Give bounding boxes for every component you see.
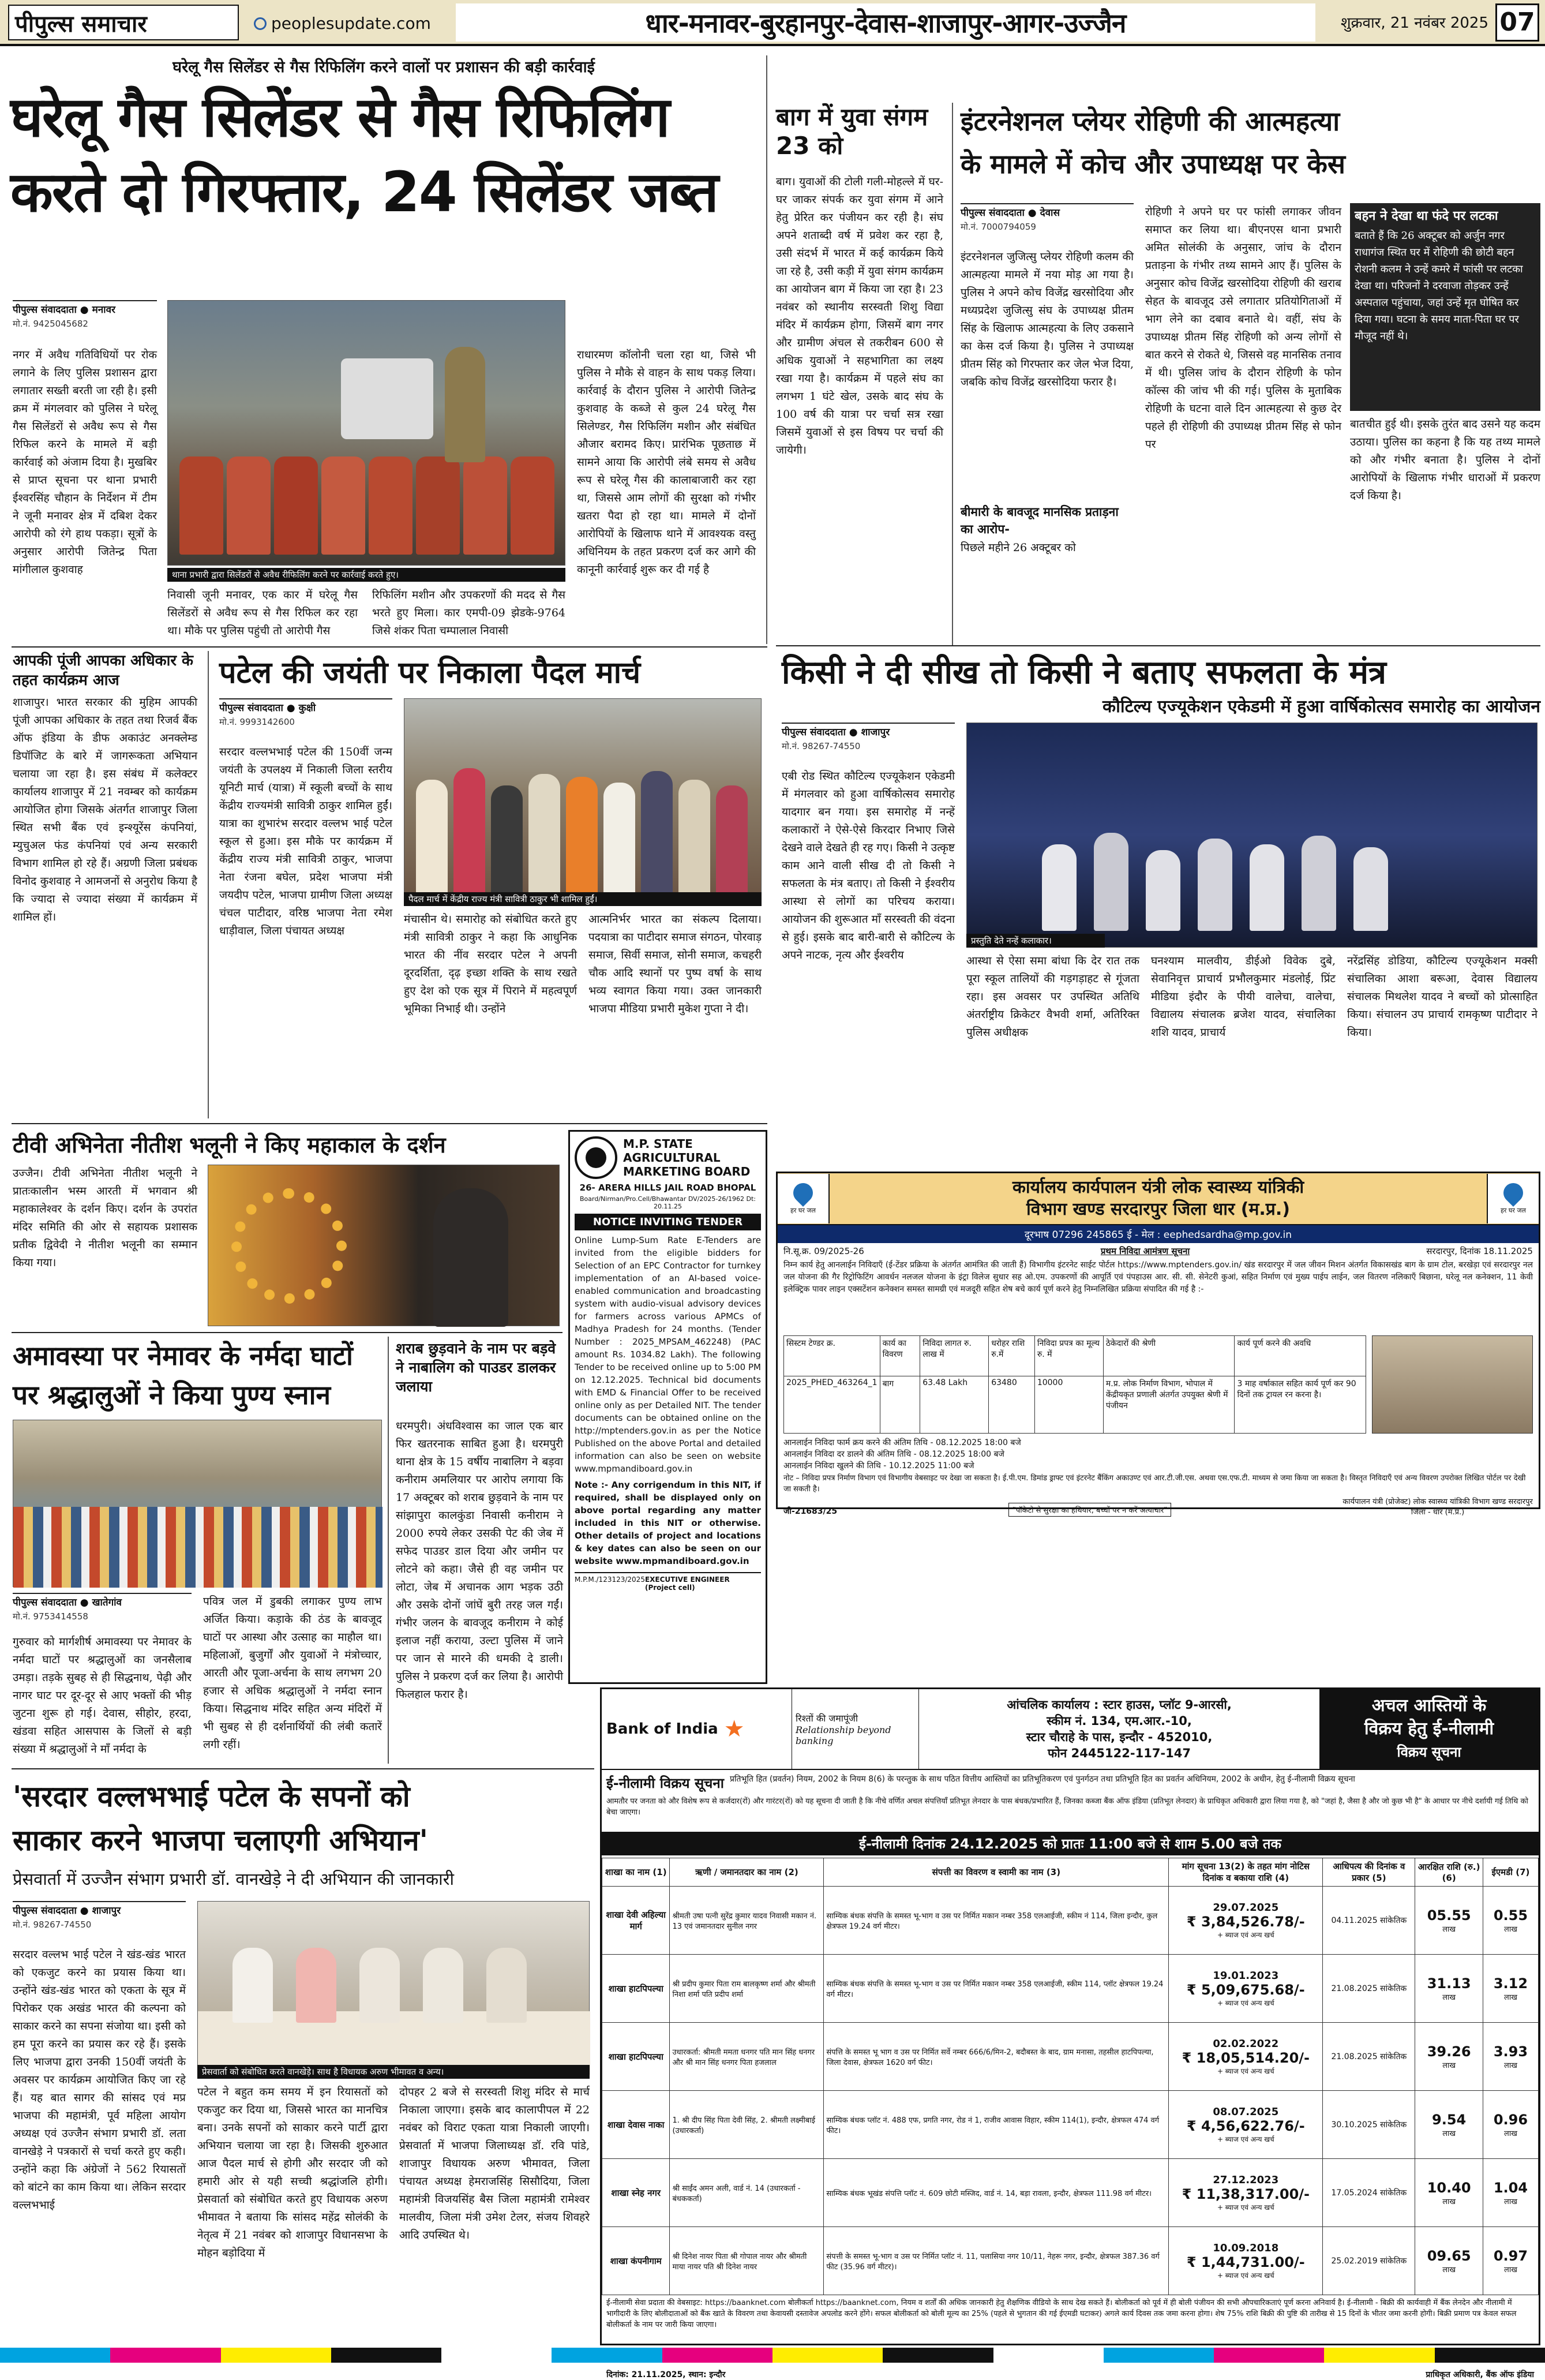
divider (208, 651, 209, 1118)
vehicle (341, 358, 433, 439)
table-cell (1169, 2091, 1323, 2159)
actor-figure (433, 1188, 508, 1327)
demand-date: 10.09.2018 (1213, 2241, 1279, 2254)
table-cell (1483, 2159, 1538, 2227)
table-cell: 04.11.2025 सांकेतिक (1323, 1887, 1415, 1955)
table-cell: संपत्ती के समस्त भू-भाग व उस पर निर्मित प्लॉट नं. 11, पलासिया नगर 10/11, नेहरू नगर, इन्दौर, क्षेत्रफल 387.36 वर्ग फीट (35.96 वर्ग मीटर)। (824, 2227, 1169, 2295)
kautilya-col-2: आस्था से ऐसा समा बांधा कि देर रात तक पूरा स्कूल तालियों की गड़गड़ाहट से गूंजता रहा। इस अवसर पर उपस्थित अतिथि अंतर्राष्ट्रीय क्रिकेटर वैभवी शर्मा, अतिरिक्त पुलिस अधीक्षक (966, 955, 1139, 1039)
patel-col-1: सरदार वल्लभभाई पटेल की 150वीं जन्म जयंती के उपलक्ष्य में निकाली जिला स्तरीय यूनिटी मार्च (यात्रा) में स्कूली बच्चों के साथ केंद्रीय राज्यमंत्री सावित्री ठाकुर शामिल हुईं। यात्रा का शुभारंभ सरदार वल्लभ भाई पटेल स्कूल से हुआ। इस मौके पर कार्यक्रम में केंद्रीय राज्य मंत्री सावित्री ठाकुर, भाजपा नेता रंजना बघेल, प्रदेश भाजपा मंत्री जयदीप पटेल, भाजपा ग्रामीण जिला अध्यक्ष चंचल पाटीदार, वरिष्ठ भाजपा नेता रमेश धाड़ीवाल, जिला पंचायत अध्यक्ष (219, 746, 392, 937)
table-cell: 21.08.2025 सांकेतिक (1323, 1955, 1415, 2023)
unit-label: लाख (1504, 2129, 1517, 2138)
emd-amount: 3.12 (1493, 1975, 1528, 1992)
yuva-headline: बाग में युवा संगम 23 को (776, 103, 928, 160)
interest-note: + ब्याज एवं अन्य खर्च (1217, 1999, 1274, 2007)
kautilya-subhead: कौटिल्य एज्यूकेशन एकेडमी में हुआ वार्षिकोत्सव समारोह का आयोजन (1102, 697, 1540, 717)
stage-performers (1042, 815, 1446, 931)
kautilya-col-4: नरेंद्रसिंह डोडिया, कौटिल्य एज्यूकेशन मक्सी संचालिका आशा बरूआ, देवास विद्यालय संचालक मिथलेश यादव ने बच्चों को प्रोत्साहित किया। संचालन उप प्राचार्य रामकृष्ण पाटीदार ने किया। (1347, 955, 1537, 1039)
interest-note: + ब्याज एवं अन्य खर्च (1217, 1930, 1274, 1939)
unit-label: लाख (1442, 2061, 1456, 2070)
table-cell (1169, 2023, 1323, 2091)
reserve-price: 09.65 (1427, 2247, 1471, 2264)
cylinder-row (179, 456, 554, 555)
rohini-headline-2: के मामले में कोच और उपाध्यक्ष पर केस (961, 148, 1345, 179)
region-list: धार-मनावर-बुरहानपुर-देवास-शाजापुर-आगर-उज्जैन (645, 8, 1126, 39)
lead-col-3: रिफिलिंग मशीन और उपकरणों की मदद से गैस भरते हुए मिला। कार एमपी-09 झेडके-9764 जिसे शंकर पिता चम्पालाल निवासी (372, 589, 565, 637)
lead-col-4: राधारमण कॉलोनी चला रहा था, जिसे भी पुलिस ने मौके से वाहन के साथ पकड़ लिया। कार्रवाई के दौरान पुलिस ने आरोपी जितेन्द्र कुशवाह के कब्जे से कुल 24 घरेलू गैस सिलेण्डर, गैस रिफिलिंग मशीन और संबंधित औजार बरामद किए। प्रारंभिक पूछताछ में सामने आया कि आरोपी लंबे समय से अवैध रूप से घरेलू गैस की कालाबाजारी कर रहा था, जिससे आम लोगों की सुरक्षा को गंभीर खतरा पैदा हो रहा था। मामले में दोनों आरोपियों के खिलाफ थाने में आवश्यक वस्तु अधिनियम के तहत प्रकरण दर्ज कर आगे की कानूनी कार्रवाई शुरू कर दी गई है (577, 349, 756, 576)
rohini-box-body: बताते हैं कि 26 अक्टूबर को अर्जुन नगर राधागंज स्थित घर में रोहिणी की छोटी बहन रोशनी कलम ने उन्हें कमरे में फांसी पर लटका देखा था। परिजनों ने दरवाजा तोड़कर उन्हें अस्पताल पहुंचाया, जहां उन्हें मृत घोषित कर दिया गया। घटना के समय माता-पिता घर पर मौजूद नहीं थे। (1355, 230, 1523, 342)
table-cell: शाखा स्नेह नगर (602, 2159, 670, 2227)
sardar-headline-1: 'सरदार वल्लभभाई पटेल के सपनों को (13, 1780, 410, 1813)
divider (766, 55, 767, 644)
table-cell: 30.10.2025 सांकेतिक (1323, 2091, 1415, 2159)
lead-kicker: घरेलू गैस सिलेंडर से गैस रिफिलिंग करने वालों पर प्रशासन की बड़ी कार्रवाई (172, 58, 595, 76)
divider (12, 1768, 594, 1769)
patel-photo (404, 698, 762, 903)
interest-note: + ब्याज एवं अन्य खर्च (1217, 2135, 1274, 2143)
rights-body: शाजापुर। भारत सरकार की मुहिम आपकी पूंजी आपका अधिकार के तहत तथा रिजर्व बैंक ऑफ इंडिया के डीफ अकाउंट अनक्लेम्ड डिपॉजिट के बारे में जागरूकता अभियान चलाया जा रहा है। इस संबंध में कलेक्टर कार्यालय शाजापुर में 21 नवम्बर को कार्यक्रम आयोजित होगा जिसके अंतर्गत शाजापुर जिला स्थित सभी बैंक एवं इन्श्यूरेंस कंपनियां, म्युचुअल फंड कंपनियां एवं अन्य सरकारी विभाग शामिल हो रहे हैं। अग्रणी जिला प्रबंधक विनोद कुशवाह ने आमजनों से अनुरोध किया है कि ज्यादा से ज्यादा संख्या में कार्यक्रम में शामिल हों। (13, 696, 197, 923)
police-officer (445, 347, 485, 462)
table-row (602, 1887, 1539, 1955)
table-cell (1483, 1955, 1538, 2023)
emd-amount: 3.93 (1493, 2043, 1528, 2060)
table-cell: श्री साईंद अमन अली, वार्ड नं. 14 (उधारकर्ता - बंधककर्ता) (670, 2159, 824, 2227)
demand-amount: ₹ 18,05,514.20/- (1182, 2049, 1310, 2066)
table-cell (1169, 1887, 1323, 1955)
table-cell: 21.08.2025 सांकेतिक (1323, 2023, 1415, 2091)
unit-label: लाख (1442, 2197, 1456, 2206)
liquor-body: धरमपुरी। अंधविश्वास का जाल एक बार फिर खतरनाक साबित हुआ है। धरमपुरी थाना क्षेत्र के 15 वर्षीय नाबालिग ने बड़वा कनीराम अमलियार पर आरोप लगाया कि 17 अक्टूबर को शराब छुड़वाने के नाम पर सांझापुरा कालकुंडा निवासी कनीराम ने 2000 रुपये लेकर उसकी पेट की जेब में सफेद पाउडर डाल दिया और जमीन पर लोटने को कहा। जैसे ही वह जमीन पर लोटा, जेब में अचानक आग भड़क उठी और उसके दोनों जांघें बुरी तरह जल गईं। गंभीर जलन के बावजूद कनीराम ने कोई इलाज नहीं कराया, उल्टा पुलिस में जाने पर जान से मारने की धमकी दे डाली। पुलिस ने प्रकरण दर्ज कर लिया है। आरोपी फिलहाल फरार है। (396, 1420, 563, 1701)
patel-col-2: मंचासीन थे। समारोह को संबोधित करते हुए मंत्री सावित्री ठाकुर ने कहा कि आधुनिक भारत की नींव सरदार पटेल ने अपनी दूरदर्शिता, दृढ़ इच्छा शक्ति के साथ रखते हुए देश को एक सूत्र में पिराने में महत्वपूर्ण भूमिका निभाई थी। उन्होंने (404, 913, 577, 1015)
boi-date-bar: ई-नीलामी दिनांक 24.12.2025 को प्रातः 11:00 बजे से शाम 5.00 बजे तक (602, 1832, 1539, 1855)
table-cell: श्रीमती उषा पत्नी सुरेंद्र कुमार यादव निवासी मकान नं. 13 एवं जमानतदार सुनील नगर (670, 1887, 824, 1955)
rohini-col-3: बातचीत हुई थी। इसके तुरंत बाद उसने यह कदम उठाया। पुलिस का कहना है कि यह तथ्य मामले को और गंभीर बनाता है। पुलिस ने दोनों आरोपियों के खिलाफ गंभीर धाराओं में प्रकरण दर्ज किया है। (1350, 418, 1540, 502)
speakers (232, 1942, 556, 2023)
divider (12, 646, 767, 648)
star-logo-icon: ★ (723, 1716, 745, 1742)
page-number: 07 (1495, 3, 1539, 42)
table-cell: साम्यिक बंधक संपत्ति के समस्त भू-भाग व उस पर निर्मित मकान नम्बर 358 एलआईजी, स्कीम 114, प्लॉट क्षेत्रफल 19.24 वर्ग मीटर। (824, 1955, 1169, 2023)
rohini-col-1b: पिछले महीने 26 अक्टूबर को (961, 541, 1076, 554)
boi-ad: Bank of India ★ रिश्तों की जमापूंजी Relationship beyond banking आंचलिक कार्यालय : स्टार हाउस, प्लॉट 9-आरसी, स्कीम नं. 134, एम.आर.-10, स्टार चौराहे के पास, इन्दौर - 452010, फोन 2445122-117-147 अचल आस्तियों के विक्रय हेतु ई-नीलामी विक्रय सूचना ई-नीलामी विक्रय सूचना प्रतिभूति हित (प्रवर्तन) नियम, 2002 के नियम 8(6) के परन्तुक के साथ पठित वित्तीय आस्तियों का प्रतिभूतिकरण एवं पुनर्गठन तथा प्रतिभूति हित का प्रवर्तन अधिनियम, 2002 के अधीन, हेतु ई-नीलामी विक्रय सूचना आमतौर पर जनता को और विशेष रूप से कर्जदार(रों) और गारंटर(रों) को यह सूचना दी जाती है कि नीचे वर्णित अचल संपत्तियाँ प्रतिभूत लेनदार के पास बंधक/प्रभारित हैं, जिनका कब्जा बैंक ऑफ इंडिया (प्रतिभूत लेनदार) के प्राधिकृत अधिकारी द्वारा लिया गया है, को "जहां है, जैसा है और जो कुछ भी है" के आधार पर नीचे दर्शायी गई तिथि को बेचा जाएगा। ई-नीलामी दिनांक 24.12.2025 को प्रातः 11:00 बजे से शाम 5.00 बजे तक शाखा का नाम (1) ऋणी / जमानतदार का नाम (2) संपत्ती का विवरण व स्वामी का नाम (3) मांग सूचना 13(2) के तहत मांग नोटिस दिनांक व बकाया राशि (4) आधिपत्य की दिनांक व प्रकार (5) आरक्षित राशि (रु.) (6) ईएमडी (7) शाखा देवी अहिल्या मार्ग श्रीमती उषा पत्नी सुरेंद्र कुमार यादव निवासी मकान नं. 13 एवं जमानतदार सुनील नगर साम्यिक बंधक संपत्ति के समस्त भू-भाग व उस पर निर्मित मकान नम्बर 358 एलआईजी, स्कीम नं 114, जिला इन्दौर, कुल क्षेत्रफल 19.24 वर्ग मीटर। 29.07.2025 ₹ 3,84,526.78/- + ब्याज एवं अन्य खर्च 04.11.2025 सांकेतिक 05.55 लाख 0.55 लाख शाखा हाटपिपल्या श्री प्रदीप कुमार पिता राम बालकृष्ण शर्मा और श्रीमती निशा शर्मा पति प्रदीप शर्मा साम्यिक बंधक संपत्ति के समस्त भू-भाग व उस पर निर्मित मकान नम्बर 358 एलआईजी, स्कीम 114, प्लॉट क्षेत्रफल 19.24 वर्ग मीटर। 19.01.2023 ₹ 5,09,675.68/- + ब्याज एवं अन्य खर्च 21.08.2025 सांकेतिक 31.13 लाख 3.12 लाख शाखा हाटपिपल्या उधारकर्ता: श्रीमती ममता धनगर पति मान सिंह धनगर और श्री मान सिंह धनगर पिता हजलाल संपत्ति के समस्त भू भाग व उस पर निर्मित सर्वे नम्बर 666/6/मिन-2, बदौबस्त के बाद, ग्राम मनासा, तहसील हाटपिपल्या, जिला देवास, क्षेत्रफल 1620 वर्ग फीट। 02.02.2022 ₹ 18,05,514.20/- + ब्याज एवं अन्य खर्च 21.08.2025 सांकेतिक 39.26 लाख 3.93 लाख शाखा देवास नाका 1. श्री दीप सिंह पिता देवी सिंह, 2. श्रीमती लक्ष्मीबाई (उधारकर्ता) साम्यिक बंधक प्लॉट नं. 488 एफ, प्रगति नगर, रोड नं 1, राजीव आवास विहार, स्कीम 114(1), इन्दौर, क्षेत्रफल 474 वर्ग फीट। 08.07.2025 ₹ 4,56,622.76/- + ब्याज एवं अन्य खर्च 30.10.2025 सांकेतिक 9.54 लाख 0.96 लाख शाखा स्नेह नगर श्री साईंद अमन अली, वार्ड नं. 14 (उधारकर्ता - बंधककर्ता) साम्यिक बंधक भूखंड संपत्ति प्लॉट नं. 609 छोटी मस्जिद, वार्ड नं. 14, बड़ा रावला, इन्दौर, क्षेत्रफल 111.98 वर्ग मीटर। 27.12.2023 ₹ 11,38,317.00/- + ब्याज एवं अन्य खर्च 17.05.2024 सांकेतिक 10.40 लाख 1.04 लाख शाखा कंपनीगाम श्री दिनेश नायर पिता श्री गोपाल नायर और श्रीमती माया नायर पति श्री दिनेश नायर संपत्ती के समस्त भू-भाग व उस पर निर्मित प्लॉट नं. 11, पलासिया नगर 10/11, नेहरू नगर, इन्दौर, क्षेत्रफल 387.36 वर्ग फीट (35.96 वर्ग मीटर)। 10.09.2018 ₹ 1,44,731.00/- + ब्याज एवं अन्य खर्च 25.02.2019 सांकेतिक 09.65 लाख 0.97 लाख ई-नीलामी सेवा प्रदाता की वेबसाइट: https://baanknet.com बोलीकर्ता https://baanknet.com, नियम व शर्तों की अधिक जानकारी हेतु शैक्षणिक वीडियो के साथ देख सकते हैं। बोलीकर्ता को पूर्व में ही बोली पंजीयन की सभी औपचारिकताएं पूर्ण करना अनिवार्य है। ई-नीलामी - बिक्री की कार्यवाही में बैंक लेनदेन और नीलामी में भागीदारी के लिए बोलीदाताओं को बैंक खाते के विवरण तथा केवायसी दस्तावेज अपलोड करने होंगे। सफल बोलीकर्ता को बोली मूल्य का 25% (पहले से भुगतान की गई ईएमडी घटाकर) अगले कार्य दिवस तक जमा करना होगा। शेष 75% राशि बिक्री की पुष्टि की तारीख से 15 दिनों के भीतर जमा करनी होगी। बिक्री प्रमाण पत्र केवल सफल बोलीकर्ता के नाम पर जारी किया जाएगा। दिनांक: 21.11.2025, स्थान: इन्दौर प्राधिकृत अधिकारी, बैंक ऑफ इंडिया (600, 1687, 1540, 2345)
divider (12, 1332, 562, 1333)
table-cell: श्री प्रदीप कुमार पिता राम बालकृष्ण शर्मा और श्रीमती निशा शर्मा पति प्रदीप शर्मा (670, 1955, 824, 2023)
lead-col-1: नगर में अवैध गतिविधियों पर रोक लगाने के लिए पुलिस प्रशासन द्वारा लगातार सख्ती बरती जा रही है। इसी क्रम में मंगलवार को पुलिस ने घरेलू गैस सिलेंडरों से अवैध रूप से गैस रिफिल करने के मामले में बड़ी कार्रवाई को अंजाम दिया है। मुखबिर से प्राप्त सूचना पर थाना प्रभारी ईश्वरसिंह चौहान के निर्देशन में टीम ने जूनी मनावर क्षेत्र में दबिश देकर आरोपी को रंगे हाथ पकड़ा। सूत्रों के अनुसार आरोपी जितेन्द्र पिता मांगीलाल कुशवाह (13, 349, 157, 576)
table-cell (1483, 2091, 1538, 2159)
interest-note: + ब्याज एवं अन्य खर्च (1217, 2067, 1274, 2075)
table-cell (1169, 2159, 1323, 2227)
demand-amount: ₹ 5,09,675.68/- (1186, 1981, 1305, 1998)
table-cell: शाखा देवास नाका (602, 2091, 670, 2159)
amavasya-headline-2: पर श्रद्धालुओं ने किया पुण्य स्नान (13, 1379, 331, 1410)
unit-label: लाख (1504, 2061, 1517, 2070)
unit-label: लाख (1504, 2197, 1517, 2206)
sardar-subhead: प्रेसवार्ता में उज्जैन संभाग प्रभारी डॉ. वानखेड़े ने दी अभियान की जानकारी (13, 1869, 454, 1889)
interest-note: + ब्याज एवं अन्य खर्च (1217, 2271, 1274, 2280)
rohini-box-title: बहन ने देखा था फंदे पर लटका (1355, 209, 1498, 223)
unit-label: लाख (1442, 2129, 1456, 2138)
emd-amount: 0.55 (1493, 1907, 1528, 1924)
color-bar (0, 2348, 1545, 2363)
unit-label: लाख (1504, 1925, 1517, 1934)
issue-date: शुक्रवार, 21 नवंबर 2025 (1340, 14, 1488, 32)
table-cell (1415, 2227, 1483, 2295)
unit-label: लाख (1504, 2265, 1517, 2274)
unit-label: लाख (1442, 1925, 1456, 1934)
table-cell: श्री दिनेश नायर पिता श्री गोपाल नायर और श्रीमती माया नायर पति श्री दिनेश नायर (670, 2227, 824, 2295)
unit-label: लाख (1442, 2265, 1456, 2274)
lead-headline-2: करते दो गिरफ्तार, 24 सिलेंडर जब्त (10, 160, 718, 224)
nitish-headline: टीवी अभिनेता नीतीश भलूनी ने किए महाकाल के दर्शन (13, 1132, 446, 1158)
sardar-col-1: सरदार वल्लभ भाई पटेल ने खंड-खंड भारत को एकजुट करने का प्रयास किया था। उन्होंने खंड-खंड भारत को एकता के सूत्र में पिरोकर एक अखंड भारत की कल्पना को साकार करने का सपना संजोया था। इसी को हम पूरा करने का प्रयास कर रहे हैं। इसके लिए भाजपा द्वारा उनकी 150वीं जयंती के अवसर पर कार्यक्रम आयोजित किए जा रहे हैं। यह बात सागर की सांसद एवं मप्र भाजपा की महामंत्री, पूर्व महिला आयोग अध्यक्ष एवं उज्जैन संभाग प्रभारी डॉ. लता वानखेड़े ने पत्रकारों से चर्चा करते हुए कही। उन्होंने कहा कि अंग्रेजों ने 562 रियासतों को बांटने का काम किया था। लेकिन सरदार वल्लभभाई (13, 1948, 186, 2211)
table-row (602, 2227, 1539, 2295)
nitish-body: उज्जैन। टीवी अभिनेता नीतीश भलूनी ने प्रातःकालीन भस्म आरती में भगवान श्री महाकालेश्वर के दर्शन किए। दर्शन के उपरांत मंदिर समिति की ओर से सहायक प्रशासक प्रतीक द्विवेदी ने नीतीश भलूनी का सम्मान किया गया। (13, 1167, 197, 1269)
boi-table: शाखा का नाम (1) ऋणी / जमानतदार का नाम (2) संपत्ती का विवरण व स्वामी का नाम (3) मांग सूचना 13(2) के तहत मांग नोटिस दिनांक व बकाया राशि (4) आधिपत्य की दिनांक व प्रकार (5) आरक्षित राशि (रु.) (6) ईएमडी (7) शाखा देवी अहिल्या मार्ग श्रीमती उषा पत्नी सुरेंद्र कुमार यादव निवासी मकान नं. 13 एवं जमानतदार सुनील नगर साम्यिक बंधक संपत्ति के समस्त भू-भाग व उस पर निर्मित मकान नम्बर 358 एलआईजी, स्कीम नं 114, जिला इन्दौर, कुल क्षेत्रफल 19.24 वर्ग मीटर। 29.07.2025 ₹ 3,84,526.78/- + ब्याज एवं अन्य खर्च 04.11.2025 सांकेतिक 05.55 लाख 0.55 लाख शाखा हाटपिपल्या श्री प्रदीप कुमार पिता राम बालकृष्ण शर्मा और श्रीमती निशा शर्मा पति प्रदीप शर्मा साम्यिक बंधक संपत्ति के समस्त भू-भाग व उस पर निर्मित मकान नम्बर 358 एलआईजी, स्कीम 114, प्लॉट क्षेत्रफल 19.24 वर्ग मीटर। 19.01.2023 ₹ 5,09,675.68/- + ब्याज एवं अन्य खर्च 21.08.2025 सांकेतिक 31.13 लाख 3.12 लाख शाखा हाटपिपल्या उधारकर्ता: श्रीमती ममता धनगर पति मान सिंह धनगर और श्री मान सिंह धनगर पिता हजलाल संपत्ति के समस्त भू भाग व उस पर निर्मित सर्वे नम्बर 666/6/मिन-2, बदौबस्त के बाद, ग्राम मनासा, तहसील हाटपिपल्या, जिला देवास, क्षेत्रफल 1620 वर्ग फीट। 02.02.2022 ₹ 18,05,514.20/- + ब्याज एवं अन्य खर्च 21.08.2025 सांकेतिक 39.26 लाख 3.93 लाख शाखा देवास नाका 1. श्री दीप सिंह पिता देवी सिंह, 2. श्रीमती लक्ष्मीबाई (उधारकर्ता) साम्यिक बंधक प्लॉट नं. 488 एफ, प्रगति नगर, रोड नं 1, राजीव आवास विहार, स्कीम 114(1), इन्दौर, क्षेत्रफल 474 वर्ग फीट। 08.07.2025 ₹ 4,56,622.76/- + ब्याज एवं अन्य खर्च 30.10.2025 सांकेतिक 9.54 लाख 0.96 लाख शाखा स्नेह नगर श्री साईंद अमन अली, वार्ड नं. 14 (उधारकर्ता - बंधककर्ता) साम्यिक बंधक भूखंड संपत्ति प्लॉट नं. 609 छोटी मस्जिद, वार्ड नं. 14, बड़ा रावला, इन्दौर, क्षेत्रफल 111.98 वर्ग मीटर। 27.12.2023 ₹ 11,38,317.00/- + ब्याज एवं अन्य खर्च 17.05.2024 सांकेतिक 10.40 लाख 1.04 लाख शाखा कंपनीगाम श्री दिनेश नायर पिता श्री गोपाल नायर और श्रीमती माया नायर पति श्री दिनेश नायर संपत्ती के समस्त भू-भाग व उस पर निर्मित प्लॉट नं. 11, पलासिया नगर 10/11, नेहरू नगर, इन्दौर, क्षेत्रफल 387.36 वर्ग फीट (35.96 वर्ग मीटर)। 10.09.2018 ₹ 1,44,731.00/- + ब्याज एवं अन्य खर्च 25.02.2019 सांकेतिक 09.65 लाख 0.97 लाख (602, 1858, 1539, 2295)
table-row (602, 2023, 1539, 2091)
region-banner (456, 3, 1315, 42)
rohini-col-2: रोहिणी ने अपने घर पर फांसी लगाकर जीवन समाप्त कर लिया था। बीएनएस थाना प्रभारी अमित सोलंकी के अनुसार, जांच के दौरान प्रताड़ना के गंभीर तथ्य सामने आए हैं। पुलिस के अनुसार कोच विजेंद्र खरसोदिया रोहिणी की खराब सेहत के बावजूद उसे लगातार प्रतियोगिताओं में भाग लेने का दबाव बनाते थे। वहीं, संघ के उपाध्यक्ष प्रीतम सिंह रोहिणी को अन्य लोगों से बात करने से रोकते थे, जिससे वह मानसिक तनाव में थी। पुलिस जांच के दौरान रोहिणी के फोन कॉल्स की जांच भी की गई। पुलिस के मुताबिक रोहिणी के घटना वाले दिन आत्महत्या से कुछ देर पहले ही रोहिणी की उपाध्यक्ष प्रीतम सिंह से फोन पर (1145, 205, 1341, 451)
emd-amount: 1.04 (1493, 2179, 1528, 2196)
patel-col-3: आत्मनिर्भर भारत का संकल्प दिलाया। पदयात्रा का पाटीदार समाज संगठन, पोरवाड़ समाज, सिर्वी समाज, सोनी समाज, कचहरी चौक आदि स्थानों पर पुष्प वर्षा के साथ भव्य स्वागत किया गया। उक्त जानकारी भाजपा मीडिया प्रभारी मुकेश गुप्ता ने दी। (588, 913, 762, 1015)
sardar-headline-2: साकार करने भाजपा चलाएगी अभियान' (13, 1824, 428, 1857)
water-drop-icon: हर घर जल (778, 1174, 830, 1223)
phe-minister-photo (1372, 1335, 1533, 1434)
table-cell: 1. श्री दीप सिंह पिता देवी सिंह, 2. श्रीमती लक्ष्मीबाई (उधारकर्ता) (670, 2091, 824, 2159)
rohini-box (1350, 203, 1540, 411)
lead-photo (167, 300, 565, 566)
table-cell (1483, 2227, 1538, 2295)
patel-byline: पीपुल्स संवाददाता ● कुक्षी मो.नं. 9993142600 (219, 698, 392, 729)
divider (776, 645, 1540, 646)
lead-col-2: निवासी जूनी मनावर, एक कार में घरेलू गैस सिलेंडरों से अवैध रूप से गैस रिफिल कर रहा था। मौके पर पुलिस पहुंची तो आरोपी गैस (167, 589, 358, 637)
table-cell (1169, 2227, 1323, 2295)
demand-date: 19.01.2023 (1213, 1969, 1279, 1982)
board-emblem-icon (575, 1136, 617, 1179)
kautilya-byline: पीपुल्स संवाददाता ● शाजापुर मो.नं. 98267-74550 (782, 723, 955, 753)
table-cell: शाखा कंपनीगाम (602, 2227, 670, 2295)
table-cell: शाखा हाटपिपल्या (602, 2023, 670, 2091)
table-cell (1483, 2023, 1538, 2091)
amavasya-photo (13, 1420, 382, 1587)
table-cell: संपत्ति के समस्त भू भाग व उस पर निर्मित सर्वे नम्बर 666/6/मिन-2, बदौबस्त के बाद, ग्राम मनासा, तहसील हाटपिपल्या, जिला देवास, क्षेत्रफल 1620 वर्ग फीट। (824, 2023, 1169, 2091)
demand-date: 27.12.2023 (1213, 2173, 1279, 2186)
table-row (602, 2091, 1539, 2159)
sardar-photo-caption: प्रेसवार्ता को संबोधित करते वानखेड़े। साथ है विधायक अरुण भीमावत व अन्य। (197, 2065, 590, 2079)
rohini-col-1: इंटरनेशनल जुजित्सु प्लेयर रोहिणी कलम की आत्महत्या मामले में नया मोड़ आ गया है। पुलिस ने अपने कोच विजेंद्र खरसोदिया और मध्यप्रदेश जुजित्सु संघ के उपाध्यक्ष प्रीतम सिंह के खिलाफ आत्महत्या के लिए उकसाने का केस दर्ज किया है। पुलिस ने उपाध्यक्ष प्रीतम सिंह को गिरफ्तार कर जेल भेज दिया, जबकि कोच विजेंद्र खरसोदिया फरार है। (961, 250, 1134, 388)
divider (388, 1337, 389, 1764)
table-cell: साम्यिक बंधक भूखंड संपत्ति प्लॉट नं. 609 छोटी मस्जिद, वार्ड नं. 14, बड़ा रावला, इन्दौर, क्षेत्रफल 111.98 वर्ग मीटर। (824, 2159, 1169, 2227)
kautilya-headline: किसी ने दी सीख तो किसी ने बताए सफलता के मंत्र (782, 654, 1386, 691)
reserve-price: 10.40 (1427, 2179, 1471, 2196)
amavasya-headline-1: अमावस्या पर नेमावर के नर्मदा घाटों (13, 1340, 353, 1371)
sardar-photo (197, 1901, 590, 2074)
reserve-price: 9.54 (1432, 2111, 1467, 2128)
kautilya-col-1: एबी रोड स्थित कौटिल्य एज्यूकेशन एकेडमी में मंगलवार को हुआ वार्षिकोत्सव समारोह यादगार बन गया। इस समारोह में नन्हें कलाकारों ने ऐसे-ऐसे किरदार निभाए जिसे देखने वाले देखते ही रह गए। किसी ने उत्कृष्ट काम आने वाली सीख दी तो किसी ने सफलता के मंत्र बताए। तो किसी ने ईश्वरीय आस्था से लोगों का परिचय कराया। आयोजन की शुरूआत माँ सरस्वती की वंदना से हुई। इसके बाद बारी-बारी से कौटिल्य के अपने नाटक, नृत्य और ईश्वरीय (782, 770, 955, 961)
emd-amount: 0.96 (1493, 2111, 1528, 2128)
table-cell (1169, 1955, 1323, 2023)
table-cell (1415, 1887, 1483, 1955)
table-cell (1415, 2023, 1483, 2091)
sardar-col-2: पटेल ने बहुत कम समय में इन रियासतों को एकजुट कर दिया था, जिससे भारत का मानचित्र बना। उनके सपनों को साकार करने पार्टी द्वारा अभियान चलाया जा रहा है। जिसकी शुरुआत आज पैदल मार्च से होगी और सरदार जी को हमारी ओर से यही सच्ची श्रद्धांजलि होगी। प्रेसवार्ता को संबोधित करते हुए विधायक अरुण भीमावत ने बताया कि सांसद महेंद्र सोलंकी के नेतृत्व में 21 नवंबर को शाजापुर विधानसभा के मोहन बड़ोदिया में (197, 2086, 388, 2259)
lead-byline: पीपुल्स संवाददाता ● मनावर मो.नं. 9425045682 (13, 300, 157, 331)
reserve-price: 31.13 (1427, 1975, 1471, 1992)
table-cell: 17.05.2024 सांकेतिक (1323, 2159, 1415, 2227)
reserve-price: 05.55 (1427, 1907, 1471, 1924)
table-row (602, 1955, 1539, 2023)
demand-date: 02.02.2022 (1213, 2037, 1279, 2050)
table-cell (1483, 1887, 1538, 1955)
demand-date: 08.07.2025 (1213, 2105, 1279, 2118)
amavasya-byline: पीपुल्स संवाददाता ● खातेगांव मो.नं. 9753414558 (13, 1593, 192, 1623)
water-drop-icon: हर घर जल (1487, 1174, 1539, 1223)
website[interactable]: peoplesupdate.com (254, 14, 431, 33)
nitish-photo (208, 1165, 560, 1326)
table-cell (1415, 2159, 1483, 2227)
table-cell: उधारकर्ता: श्रीमती ममता धनगर पति मान सिंह धनगर और श्री मान सिंह धनगर पिता हजलाल (670, 2023, 824, 2091)
rohini-headline-1: इंटरनेशनल प्लेयर रोहिणी की आत्महत्या (961, 106, 1340, 137)
tender-title: NOTICE INVITING TENDER (575, 1214, 761, 1230)
shrine-garland (231, 1188, 347, 1304)
patel-headline: पटेल की जयंती पर निकाला पैदल मार्च (219, 656, 641, 690)
paper-name: पीपुल्स समाचार (15, 10, 147, 38)
amavasya-col-1: गुरुवार को मार्गशीर्ष अमावस्या पर नेमावर के नर्मदा घाटों पर श्रद्धालुओं का जनसैलाब उमड़ा। तड़के सुबह से ही सिद्धनाथ, पेढ़ी और नागर घाट पर दूर-दूर से आए भक्तों की भीड़ जुटना शुरू हो गई। देवास, सीहोर, हरदा, खंडवा सहित आसपास के जिलों से बड़ी संख्या में श्रद्धालुओं ने माँ नर्मदा के (13, 1636, 192, 1756)
yuva-body: बाग। युवाओं की टोली गली-मोहल्ले में घर-घर जाकर संपर्क कर युवा संगम में आने हेतु प्रेरित कर पंजीयन कर रही है। संघ अपने शताब्दी वर्ष में प्रवेश कर रहा है, उसी संदर्भ में भारत में कई कार्यक्रम किये जा रहे है, उसी कड़ी में युवा संगम कार्यक्रम का आयोजन बाग में किया जा रहा है। 23 नवंबर को स्थानीय सरस्वती शिशु विद्या मंदिर में कार्यक्रम होगा, जिसमें बाग नगर और ग्रामीण अंचल से तकरीबन 600 से अधिक युवाओं ने सहभागिता का लक्ष्य रखा गया है। कार्यक्रम में पहले संघ का लगभग 1 घंटे खेल, उसके बाद संघ के 100 वर्ष की यात्रा पर चर्चा सत्र रखा जिसमें युवाओं से इस विषय पर चर्चा की जायेगी। (776, 175, 943, 456)
demand-date: 29.07.2025 (1213, 1901, 1279, 1914)
demand-amount: ₹ 3,84,526.78/- (1186, 1913, 1305, 1930)
kautilya-photo (966, 723, 1537, 948)
patel-photo-caption: पैदल मार्च में केंद्रीय राज्य मंत्री सावित्री ठाकुर भी शामिल हुईं। (404, 892, 762, 906)
table-cell: शाखा देवी अहिल्या मार्ग (602, 1887, 670, 1955)
ghat-crowd (13, 1507, 382, 1588)
lead-photo-caption: थाना प्रभारी द्वारा सिलेंडरों से अवैध रीफिलिंग करने पर कार्रवाई करते हुए। (167, 568, 565, 582)
sardar-col-3: दोपहर 2 बजे से सरस्वती शिशु मंदिर से मार्च निकाला जाएगा। इसके बाद कालापीपल में 22 नवंबर को विराट एकता यात्रा निकाली जाएगी। प्रेसवार्ता में भाजपा जिलाध्यक्ष डॉ. रवि पांडे, शाजापुर विधायक अरुण भीमावत, जिला पंचायत अध्यक्ष हेमराजसिंह सिसौदिया, जिला महामंत्री विजयसिंह बैस जिला महामंत्री रामेश्वर मालवीय, जिला मंत्री उमेश टेलर, संजय शिवहरे आदि उपस्थित थे। (399, 2086, 590, 2241)
kautilya-photo-caption: प्रस्तुति देते नन्हें कलाकार। (966, 934, 1105, 948)
paper-logo (8, 5, 239, 40)
divider (952, 103, 953, 645)
demand-amount: ₹ 4,56,622.76/- (1186, 2117, 1305, 2134)
sardar-byline: पीपुल्स संवाददाता ● शाजापुर मो.नं. 98267-74550 (13, 1901, 186, 1932)
table-row (602, 2159, 1539, 2227)
reserve-price: 39.26 (1427, 2043, 1471, 2060)
unit-label: लाख (1504, 1993, 1517, 2002)
divider (12, 1123, 767, 1124)
demand-amount: ₹ 1,44,731.00/- (1186, 2254, 1305, 2270)
table-cell: शाखा हाटपिपल्या (602, 1955, 670, 2023)
tender-ad: M.P. STATE AGRICULTURAL MARKETING BOARD 26- ARERA HILLS JAIL ROAD BHOPAL Board/Nirman/Pro.Cell/Bhawantar DV/2025-26/1962 Dt: 20.11.25 NOTICE INVITING TENDER Online Lump-Sum Rate E-Tenders are invited from the eligible bidders for Selection of an EPC Contractor for turnkey implementation of an AI-based voice-enabled communication and broadcasting system with audio-visual advisory devices for farmers across various APMCs of Madhya Pradesh for 24 months. (Tender Number : 2025_MPSAM_462248) (PAC amount Rs. 1034.82 Lakh). The following Tender to be received online up to 5:00 PM on 12.12.2025. Technical bid documents with EMD & Financial Offer to be received online only as per Detailed NIT. The tender documents can be obtained online on the http://mptenders.gov.in as per the Notice Published on the above Portal and detailed information can also be seen on website www.mpmandiboard.gov.in Note :- Any corrigendum in this NIT, if required, shall be displayed only on above portal regarding any matter included in this NIT or otherwise. Other details of project and locations & key dates can also be seen on our website www.mpmandiboard.gov.in M.P.M./123123/2025 EXECUTIVE ENGINEER (Project cell) (568, 1130, 767, 1684)
table-cell (1415, 2091, 1483, 2159)
emd-amount: 0.97 (1493, 2247, 1528, 2264)
amavasya-col-2: पवित्र जल में डुबकी लगाकर पुण्य लाभ अर्जित किया। कड़ाके की ठंड के बावजूद घाटों पर आस्था और उत्साह का माहौल था। महिलाओं, बुजुर्गों और युवाओं ने मंत्रोच्चार, आरती और पूजा-अर्चना के साथ लगभग 20 हजार से अधिक श्रद्धालुओं ने नर्मदा स्नान किया। सिद्धनाथ मंदिर सहित अन्य मंदिरों में भी सुबह से ही दर्शनार्थियों की लंबी कतारें लगी रहीं। (203, 1595, 382, 1751)
rohini-byline: पीपुल्स संवाददाता ● देवास मो.नं. 7000794059 (961, 203, 1134, 234)
rights-headline: आपकी पूंजी आपका अधिकार के तहत कार्यक्रम आज (13, 652, 193, 689)
interest-note: + ब्याज एवं अन्य खर्च (1217, 2203, 1274, 2211)
table-cell: 25.02.2019 सांकेतिक (1323, 2227, 1415, 2295)
table-cell: साम्यिक बंधक प्लॉट नं. 488 एफ, प्रगति नगर, रोड नं 1, राजीव आवास विहार, स्कीम 114(1), इन्दौर, क्षेत्रफल 474 वर्ग फीट। (824, 2091, 1169, 2159)
march-crowd (416, 762, 751, 901)
unit-label: लाख (1442, 1993, 1456, 2002)
lead-headline-1: घरेलू गैस सिलेंडर से गैस रिफिलिंग (10, 85, 669, 149)
globe-icon (254, 17, 267, 30)
table-cell (1415, 1955, 1483, 2023)
phe-table: सिस्टम टेण्डर क्र. कार्य का विवरण निविदा लागत रु. लाख में धरोहर राशि रु.में निविदा प्रपत्र का मूल्य रु. में ठेकेदारों की श्रेणी कार्य पूर्ण करने की अवधि 2025_PHED_463264_1 बाग 63.48 Lakh 63480 10000 म.प्र. लोक निर्माण विभाग, भोपाल में केंद्रीयकृत प्रणाली अंतर्गत उपयुक्त श्रेणी में पंजीयन 3 माह वर्षाकाल सहित कार्य पूर्ण कर 90 दिनों तक ट्रायल रन करना है। (783, 1335, 1366, 1434)
rohini-subhead: बीमारी के बावजूद मानसिक प्रताड़ना का आरोप- (961, 505, 1119, 536)
masthead (0, 0, 1545, 46)
phe-ad: हर घर जल कार्यालय कार्यपालन यंत्री लोक स्वास्थ्य यांत्रिकी विभाग खण्ड सरदारपुर जिला धार (म.प्र.) हर घर जल दूरभाष 07296 245865 ई - मेल : eephedsardha@mp.gov.in नि.सू.क्र. 09/2025-26 प्रथम निविदा आमंत्रण सूचना सरदारपुर, दिनांक 18.11.2025 निम्न कार्य हेतु आनलाईन निविदाएँ (ई-टेंडर प्रक्रिया के अंतर्गत आमंत्रित की जाती हैं) विभागीय इंटरनेट साईट पोर्टल https://www.mptenders.gov.in/ खंड सरदारपुर में जल जीवन मिशन अंतर्गत विकासखंड बाग के ग्राम टोल, बरखेड़ा एवं सरदारपुर नल जल योजना की गैर रिट्रोफिटिंग आवर्धन नलजल योजना के इंट्रा विलेज सुधार सह ओ.एम. उपकरणों की आपूर्ति एवं पंपहाउस आर. सी. सी. सेनेटरी कुआं, सहित निर्माण एवं मुख्य पाईप लाईन, जल वितरण नलिकाएँ बिछाना, घरेलू नल कनेक्शन, 11 केवी इलेक्ट्रिक पावर लाइन एक्सटेंशन कनेक्शन समस्त सामग्री एवं मजदूरी सहित शेष बचे कार्य पूर्ण करने हेतु निम्नलिखित प्रक्रिया संपादित की गई है :- सिस्टम टेण्डर क्र. कार्य का विवरण निविदा लागत रु. लाख में धरोहर राशि रु.में निविदा प्रपत्र का मूल्य रु. में ठेकेदारों की श्रेणी कार्य पूर्ण करने की अवधि 2025_PHED_463264_1 बाग 63.48 Lakh 63480 10000 म.प्र. लोक निर्माण विभाग, भोपाल में केंद्रीयकृत प्रणाली अंतर्गत उपयुक्त श्रेणी में पंजीयन 3 माह वर्षाकाल सहित कार्य पूर्ण कर 90 दिनों तक ट्रायल रन करना है। आनलाईन निविदा फार्म क्रय करने की अंतिम तिथि - 08.12.2025 18:00 बजे आनलाईन निविदा दर डालने की अंतिम तिथि - 08.12.2025 18:00 बजे आनलाईन निविदा खुलने की तिथि - 10.12.2025 11:00 बजे नोट – निविदा प्रपत्र निर्माण विभाग एवं विभागीय वेबसाइट पर देखा जा सकता है। ई.पी.एम. डिमांड ड्राफ्ट एवं इंटरनेट बैंकिंग अकाउण्ट एवं आर.टी.जी.एस. अथवा एस.एफ.टी. माध्यम से जमा किया जा सकता है। विस्तृत निविदाएँ एवं अन्य विवरण उपरोक्त लिखित पोर्टल पर देखी जा सकती है। जी-21683/25 "पॉकेटो से सुरक्षा का हथियार, बच्चों पर न करें अत्याचार" कार्यपालन यंत्री (प्रोजेक्ट) लोक स्वास्थ्य यांत्रिकी विभाग खण्ड सरदारपुर जिला - धार (म.प्र.) (776, 1172, 1540, 1509)
table-cell: साम्यिक बंधक संपत्ति के समस्त भू-भाग व उस पर निर्मित मकान नम्बर 358 एलआईजी, स्कीम नं 114, जिला इन्दौर, कुल क्षेत्रफल 19.24 वर्ग मीटर। (824, 1887, 1169, 1955)
liquor-headline: शराब छुड़वाने के नाम पर बड़वे ने नाबालिग को पाउडर डालकर जलाया (396, 1340, 556, 1395)
demand-amount: ₹ 11,38,317.00/- (1182, 2186, 1310, 2202)
kautilya-col-3: घनश्याम मालवीय, डीईओ विवेक दुबे, सेवानिवृत्त प्राचार्य प्रभौलकुमार मंडलोई, प्रिंट मीडिया इंदौर के पीयी वालेचा, वालेचा, विद्यालय संचालक ब्रजेश यादव, संचालिका शशि यादव, प्राचार्य (1151, 955, 1336, 1039)
